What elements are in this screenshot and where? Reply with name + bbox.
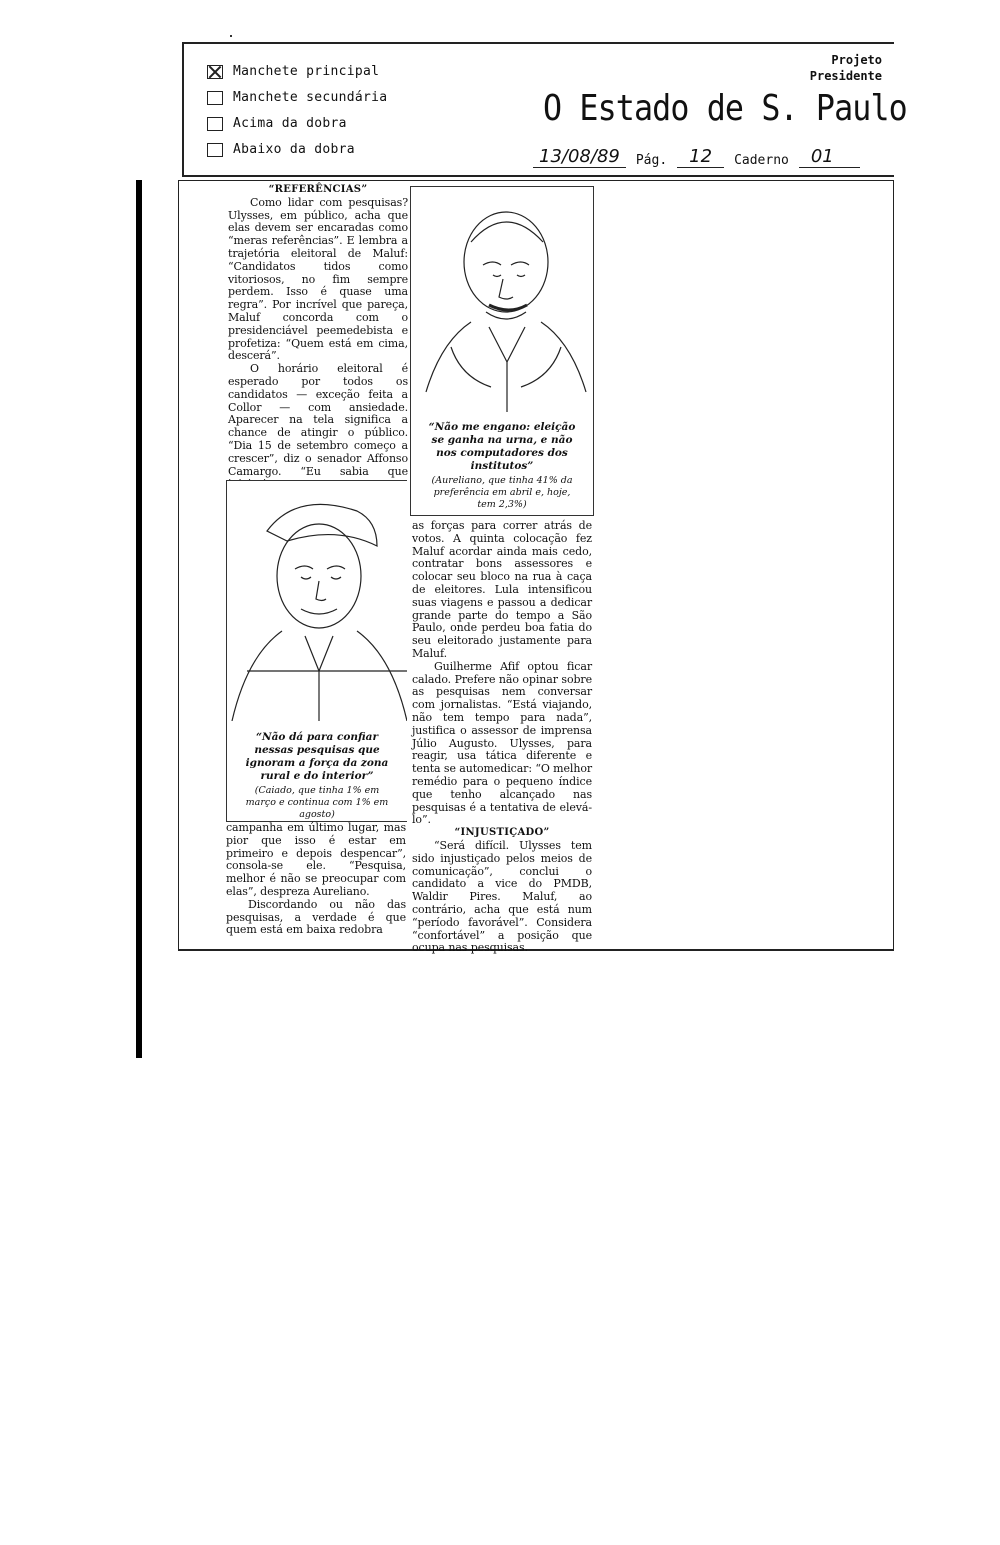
article-paragraph: Como lidar com pesquisas? Ulysses, em público, acha que elas devem ser encaradas como “meras referências”. E lembra a trajetória eleitoral de Maluf: “Candidatos tidos como vitoriosos, no fim sempre perdem. Isso é quase uma regra”. Por incrível que pareça, Maluf concorda com o presidenciável peemedebista e profetiza: “Quem está em cima, descerá”. (228, 195, 408, 363)
article-paragraph: Discordando ou não das pesquisas, a verdade é que quem está em baixa redobra (226, 897, 406, 937)
article-paragraph: campanha em último lugar, mas pior que isso é estar em primeiro e depois despencar”, consola-se ele. “Pesquisa, melhor é não se preocupar com elas”, despreza Aureliano. (226, 821, 406, 898)
portrait-drawing-icon (227, 481, 407, 721)
subhead-injusticado: “INJUSTIÇADO” (454, 827, 550, 839)
empty-box-icon[interactable] (207, 143, 223, 157)
article-paragraph: as forças para correr atrás de votos. A quinta colocação fez Maluf acordar ainda mais cedo, contratar bons assessores e colocar seu bloco na rua à caça de eleitores. Lula intensificou suas viagens e passou a dedicar grande parte do tempo a São Paulo, onde perdeu boa fatia do seu eleitorado justamente para Maluf. (412, 519, 592, 660)
article-column-1-bottom (226, 822, 406, 937)
illustration-credit: (Caiado, que tinha 1% em março e continua com 1% em agosto) (245, 785, 389, 820)
section-field: 01 (799, 146, 860, 168)
illustration-quote: “Não me engano: eleição se ganha na urna, e não nos computadores dos institutos” (428, 421, 576, 472)
empty-box-icon[interactable] (207, 117, 223, 131)
article-paragraph: O horário eleitoral é esperado por todos os candidatos — exceção feita a Collor — com ansiedade. Aparecer na tela significa a chance de atingir o público. “Dia 15 de setembro começo a crescer”, diz o senador Affonso Camargo. “Eu sabia que (228, 362, 408, 478)
project-label (810, 52, 882, 84)
article-column-1-top (228, 184, 408, 491)
checkbox-row-abaixo-da-dobra[interactable] (207, 142, 387, 157)
checkbox-list (207, 64, 387, 157)
page-field: 12 (677, 146, 724, 168)
scan-edge-bar (136, 180, 142, 1058)
empty-box-icon[interactable] (207, 91, 223, 105)
date-field: 13/08/89 (533, 146, 626, 168)
project-line2: Presidente (809, 69, 882, 83)
article-paragraph: “Será difícil. Ulysses tem sido injustiçado pelos meios de comunicação”, conclui o candidato a vice do PMDB, Waldir Pires. Maluf, ao contrário, acha que está num “período favorável”. Considera “confortável” a posição que ocupa nas pesquisas. (412, 838, 592, 955)
subhead-referencias: “REFERÊNCIAS” (268, 184, 368, 195)
page-label: Pág. (635, 153, 668, 168)
article-column-2 (412, 520, 592, 955)
checkbox-label: Manchete principal (233, 64, 380, 79)
checkbox-label: Abaixo da dobra (233, 142, 355, 157)
illustration-aureliano (410, 186, 594, 516)
checked-box-icon[interactable] (207, 65, 223, 79)
illustration-caiado (226, 480, 407, 822)
section-label: Caderno (734, 153, 789, 168)
article-paragraph: Guilherme Afif optou ficar calado. Prefere não opinar sobre as pesquisas nem conversar com jornalistas. “Está viajando, não tem tempo para nada”, justifica o assessor de imprensa Júlio Augusto. Ulysses, para reagir, usa tática diferente e tenta se automedicar: “O melhor remédio para o pequeno índice que tenho alcançado nas pesquisas é a tentativa de elevá-lo”. (412, 659, 592, 827)
checkbox-row-acima-da-dobra[interactable] (207, 116, 387, 131)
portrait-drawing-icon (411, 187, 593, 413)
illustration-credit: (Aureliano, que tinha 41% da preferência em abril e, hoje, tem 2,3%) (431, 475, 573, 510)
checkbox-label: Acima da dobra (233, 116, 347, 131)
newspaper-name: O Estado de S. Paulo (543, 88, 907, 129)
scan-speck (230, 35, 232, 37)
checkbox-row-manchete-principal[interactable] (207, 64, 387, 79)
checkbox-row-manchete-secundaria[interactable] (207, 90, 387, 105)
illustration-quote: “Não dá para confiar nessas pesquisas que ignoram a força da zona rural e do interior” (245, 731, 389, 782)
project-line1: Projeto (831, 53, 882, 67)
checkbox-label: Manchete secundária (233, 90, 388, 105)
clipping-meta (533, 146, 860, 168)
